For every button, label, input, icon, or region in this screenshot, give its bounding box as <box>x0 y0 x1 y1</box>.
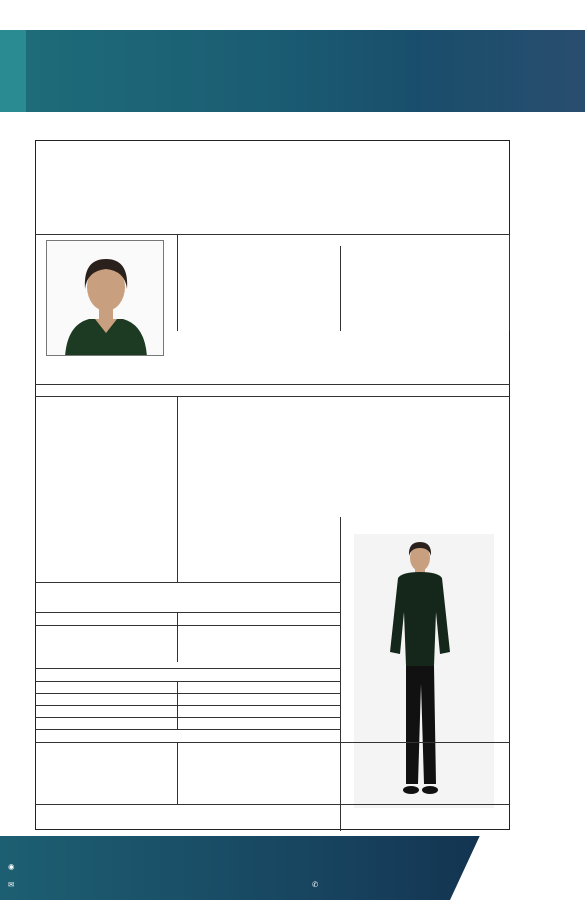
divider <box>509 234 510 331</box>
divider <box>35 396 510 397</box>
divider <box>35 705 340 706</box>
divider <box>177 742 178 804</box>
header <box>0 0 585 138</box>
divider <box>35 681 340 682</box>
divider <box>35 668 340 669</box>
footer-email[interactable] <box>8 880 14 889</box>
divider <box>177 234 178 331</box>
divider <box>340 246 341 331</box>
footer-phones <box>312 880 318 889</box>
footer-address-en <box>8 862 15 871</box>
company-logo <box>438 34 578 106</box>
divider <box>35 729 340 730</box>
footer-logo <box>468 842 580 894</box>
email-icon: ✉ <box>8 880 15 889</box>
divider <box>35 582 340 583</box>
divider <box>35 693 340 694</box>
divider <box>35 717 340 718</box>
divider <box>35 804 510 805</box>
divider <box>35 612 340 613</box>
divider <box>35 384 510 385</box>
divider <box>177 612 178 662</box>
divider <box>340 517 341 831</box>
divider <box>35 625 340 626</box>
location-pin-icon: ◉ <box>8 862 15 871</box>
divider <box>35 234 510 235</box>
applicant-portrait-photo <box>46 240 164 356</box>
whatsapp-icon: ✆ <box>312 880 319 889</box>
applicant-full-body-photo <box>354 534 494 808</box>
divider <box>177 396 178 582</box>
divider <box>35 742 510 743</box>
